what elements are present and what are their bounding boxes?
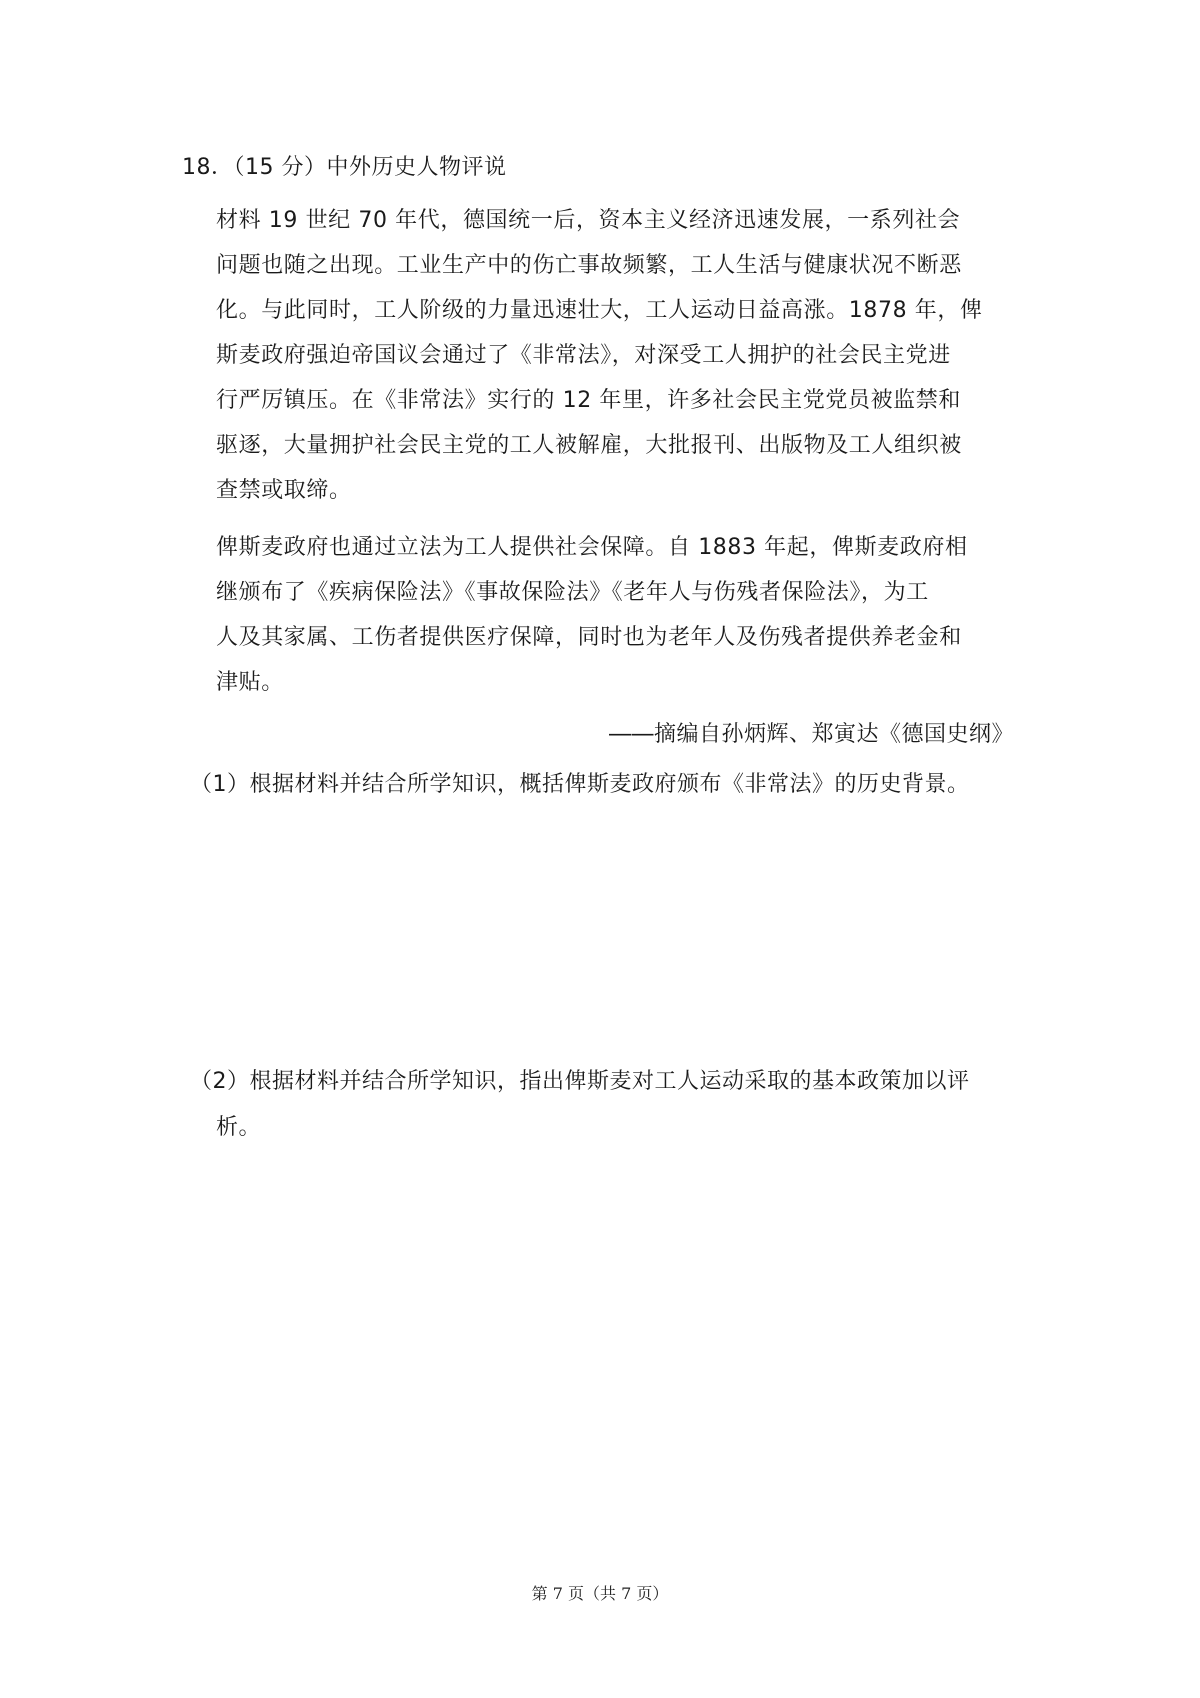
material-line: 材料 19 世纪 70 年代，德国统一后，资本主义经济迅速发展，一系列社会 bbox=[216, 208, 961, 233]
sub-question-2: （2）根据材料并结合所学知识，指出俾斯麦对工人运动采取的基本政策加以评 bbox=[190, 1069, 970, 1094]
material-line: 驱逐，大量拥护社会民主党的工人被解雇，大批报刊、出版物及工人组织被 bbox=[216, 433, 962, 458]
material-line: 继颁布了《疾病保险法》《事故保险法》《老年人与伤残者保险法》，为工 bbox=[216, 580, 929, 605]
material-paragraph-2 bbox=[216, 525, 1016, 705]
material-line: 斯麦政府强迫帝国议会通过了《非常法》，对深受工人拥护的社会民主党进 bbox=[216, 343, 951, 368]
material-line: 津贴。 bbox=[216, 670, 284, 695]
question-title: 18．（15 分）中外历史人物评说 bbox=[182, 155, 507, 180]
material-line: 查禁或取缔。 bbox=[216, 478, 352, 503]
material-line: 化。与此同时，工人阶级的力量迅速壮大，工人运动日益高涨。1878 年，俾 bbox=[216, 298, 983, 323]
material-source: ――摘编自孙炳辉、郑寅达《德国史纲》 bbox=[608, 722, 1014, 747]
material-line: 问题也随之出现。工业生产中的伤亡事故频繁，工人生活与健康状况不断恶 bbox=[216, 253, 962, 278]
material-paragraph-1 bbox=[216, 198, 1016, 513]
material-line: 俾斯麦政府也通过立法为工人提供社会保障。自 1883 年起，俾斯麦政府相 bbox=[216, 535, 968, 560]
page-number-footer: 第 7 页（共 7 页） bbox=[531, 1584, 669, 1603]
material-line: 行严厉镇压。在《非常法》实行的 12 年里，许多社会民主党党员被监禁和 bbox=[216, 388, 961, 413]
sub-question-2-continued: 析。 bbox=[216, 1115, 262, 1140]
sub-question-1: （1）根据材料并结合所学知识，概括俾斯麦政府颁布《非常法》的历史背景。 bbox=[190, 772, 970, 797]
material-line: 人及其家属、工伤者提供医疗保障，同时也为老年人及伤残者提供养老金和 bbox=[216, 625, 962, 650]
